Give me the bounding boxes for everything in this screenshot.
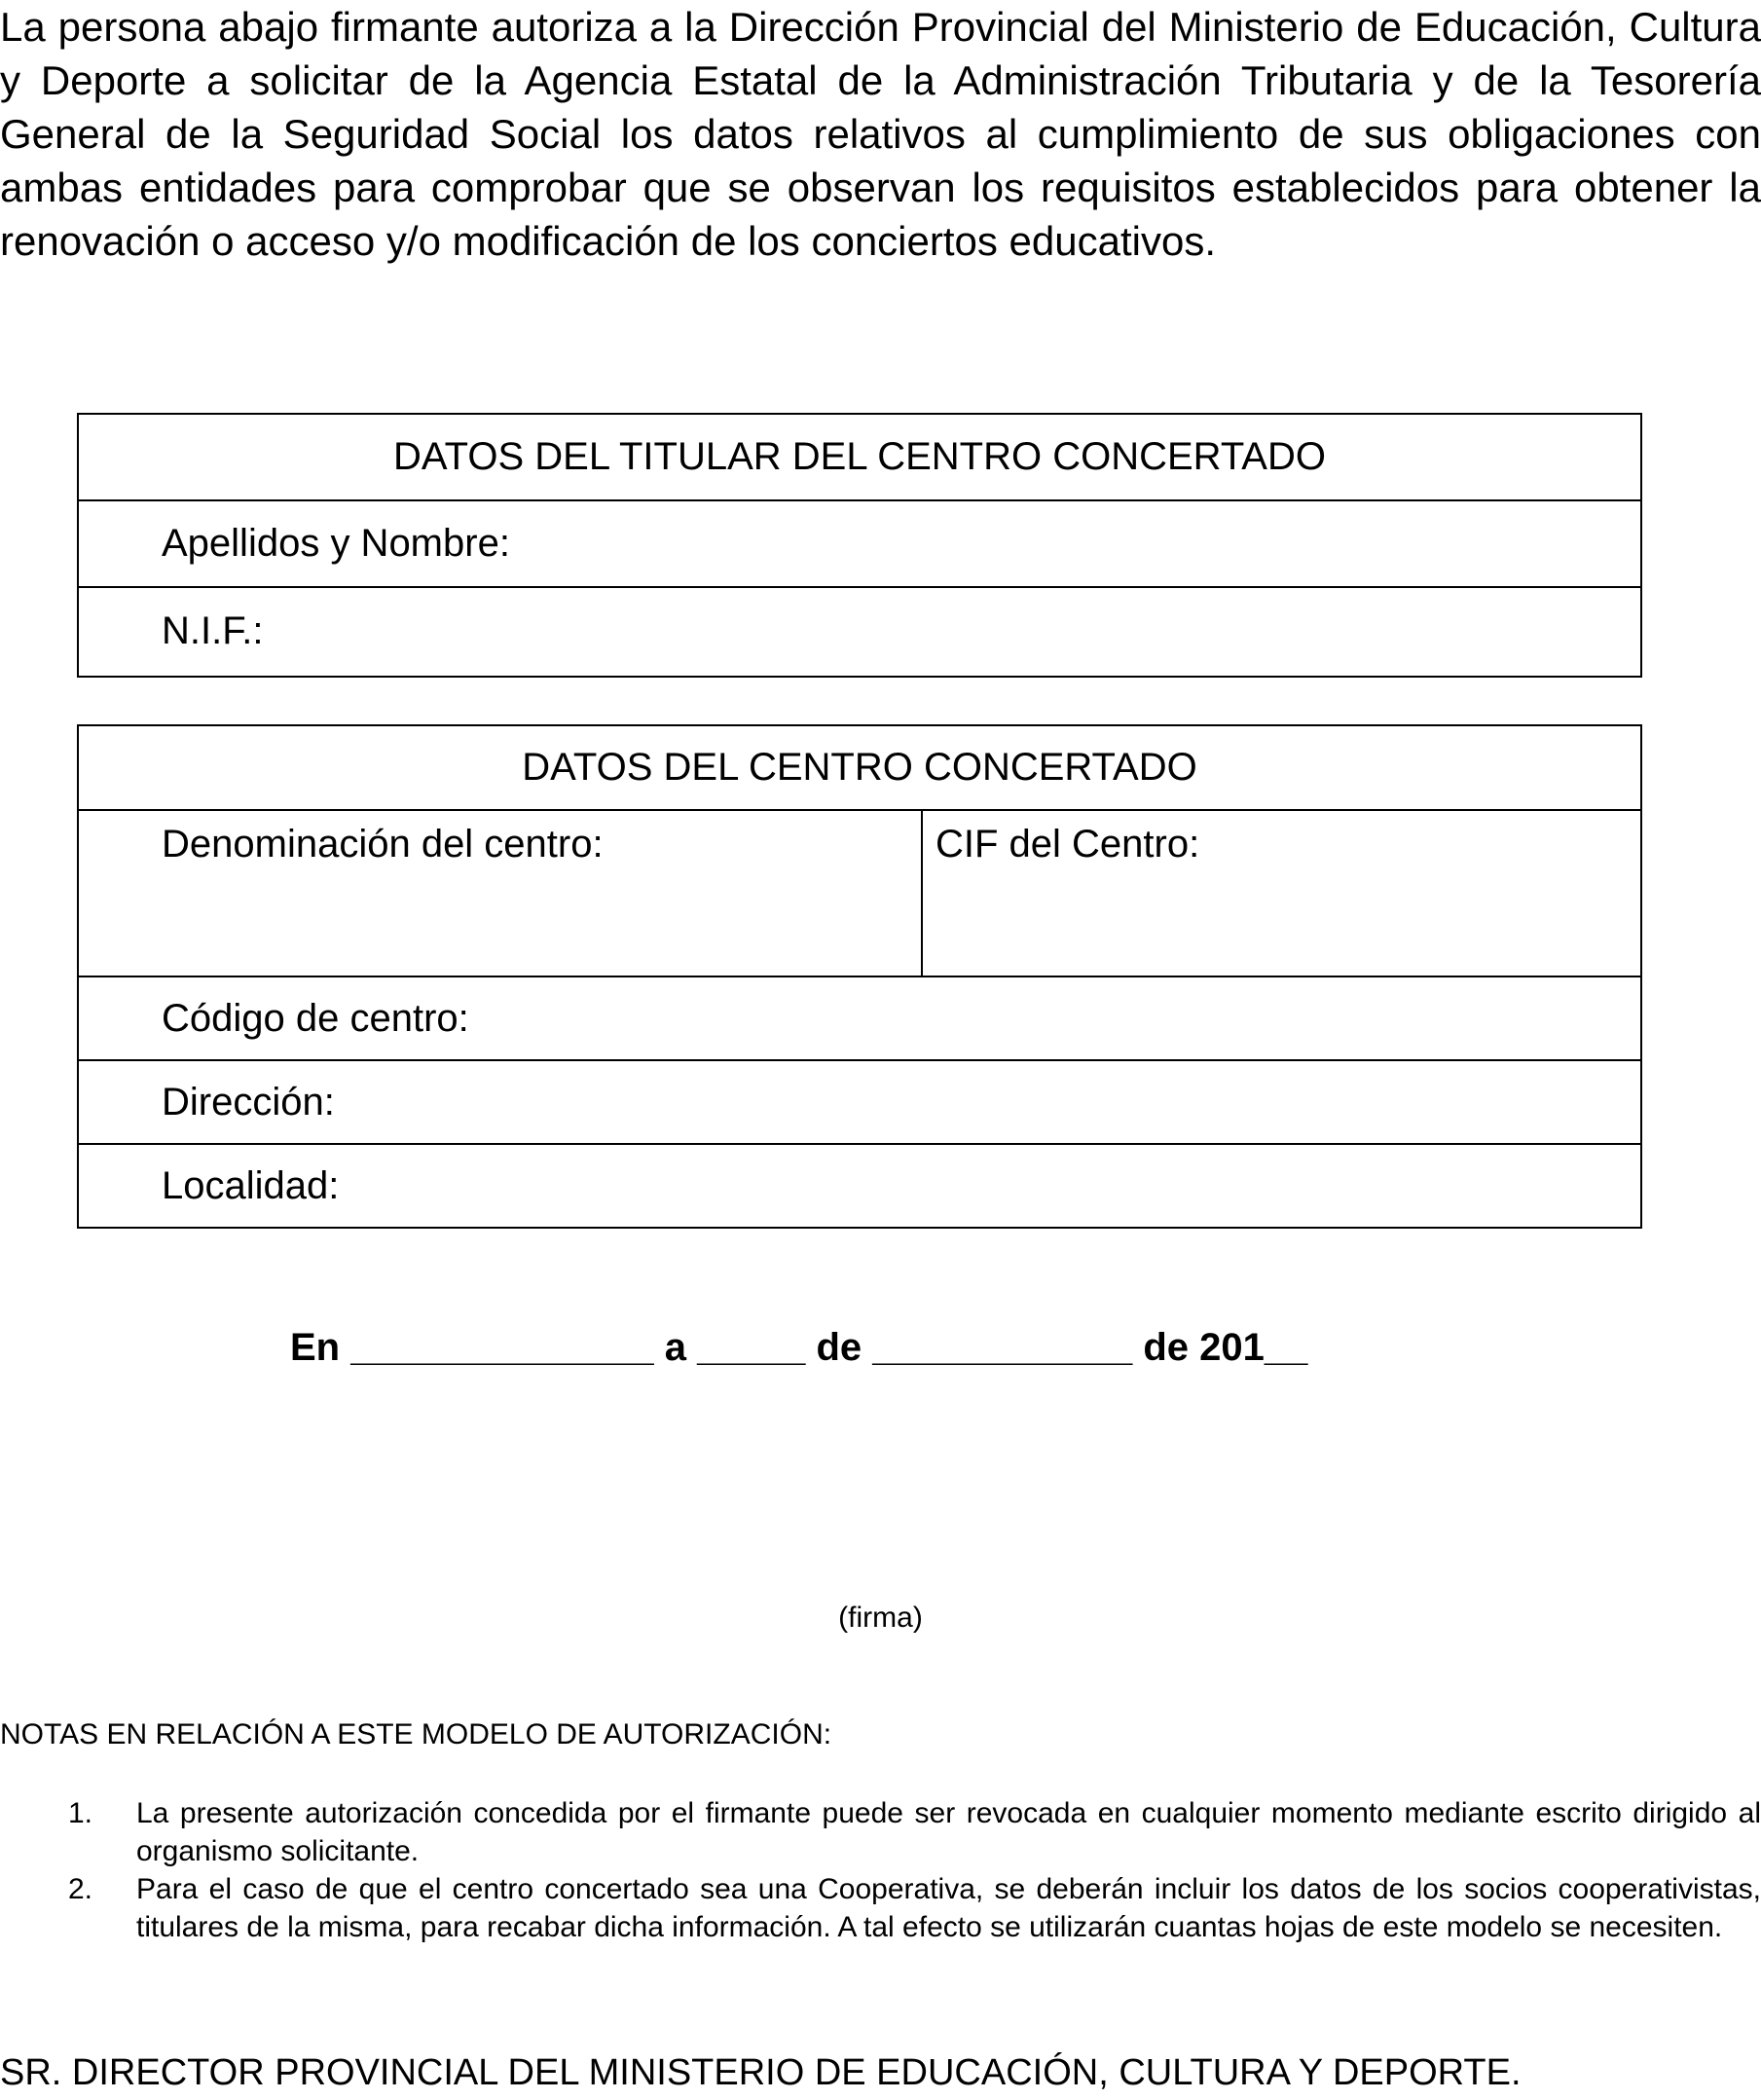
centro-data-table <box>77 724 1642 1229</box>
note-number: 1. <box>68 1797 93 1829</box>
centro-denominacion-label: Denominación del centro: <box>162 823 604 866</box>
centro-localidad-label: Localidad: <box>162 1163 340 1207</box>
notes-title: NOTAS EN RELACIÓN A ESTE MODELO DE AUTORIZACIÓN: <box>0 1718 832 1750</box>
signature-label: (firma) <box>838 1602 923 1634</box>
centro-table-heading: DATOS DEL CENTRO CONCERTADO <box>79 726 1640 811</box>
centro-codigo-field[interactable] <box>79 977 1640 1061</box>
note-text: La presente autorización concedida por el firmante puede ser revocada en cualquier momento mediante escrito dirigido al organismo solicitante. <box>136 1797 1761 1867</box>
centro-denominacion-field[interactable] <box>79 811 923 976</box>
note-item <box>0 1870 1761 1946</box>
notes-list <box>0 1794 1761 1946</box>
note-item <box>0 1794 1761 1870</box>
place-date-line: En ______________ a _____ de ____________ de 201__ <box>290 1326 1308 1369</box>
titular-table-heading: DATOS DEL TITULAR DEL CENTRO CONCERTADO <box>79 415 1640 501</box>
centro-direccion-field[interactable] <box>79 1061 1640 1145</box>
titular-data-table <box>77 413 1642 678</box>
centro-localidad-field[interactable] <box>79 1145 1640 1227</box>
centro-codigo-label: Código de centro: <box>162 996 469 1040</box>
titular-name-field[interactable] <box>79 501 1640 588</box>
intro-paragraph: La persona abajo firmante autoriza a la Dirección Provincial del Ministerio de Educación, Cultura y Deporte a solicitar de la Agencia Estatal de la Administración Tributaria y de la Tesorería General de la Seguridad Social los datos relativos al cumplimiento de sus obligaciones con ambas entidades para comprobar que se observan los requisitos establecidos para obtener la renovación o acceso y/o modificación de los conciertos educativos. <box>0 4 1761 264</box>
titular-nif-label: N.I.F.: <box>162 608 264 652</box>
titular-nif-field[interactable] <box>79 588 1640 674</box>
centro-direccion-label: Dirección: <box>162 1080 335 1124</box>
note-number: 2. <box>68 1873 93 1905</box>
titular-name-label: Apellidos y Nombre: <box>162 522 510 565</box>
closing-address: SR. DIRECTOR PROVINCIAL DEL MINISTERIO DE EDUCACIÓN, CULTURA Y DEPORTE. <box>0 2052 1522 2093</box>
centro-cif-field[interactable] <box>923 811 1640 976</box>
note-text: Para el caso de que el centro concertado sea una Cooperativa, se deberán incluir los datos de los socios cooperativistas, titulares de la misma, para recabar dicha información. A tal efecto se utilizarán cuantas hojas de este modelo se necesiten. <box>136 1873 1761 1943</box>
centro-name-cif-row <box>79 811 1640 977</box>
centro-cif-label: CIF del Centro: <box>936 823 1200 866</box>
